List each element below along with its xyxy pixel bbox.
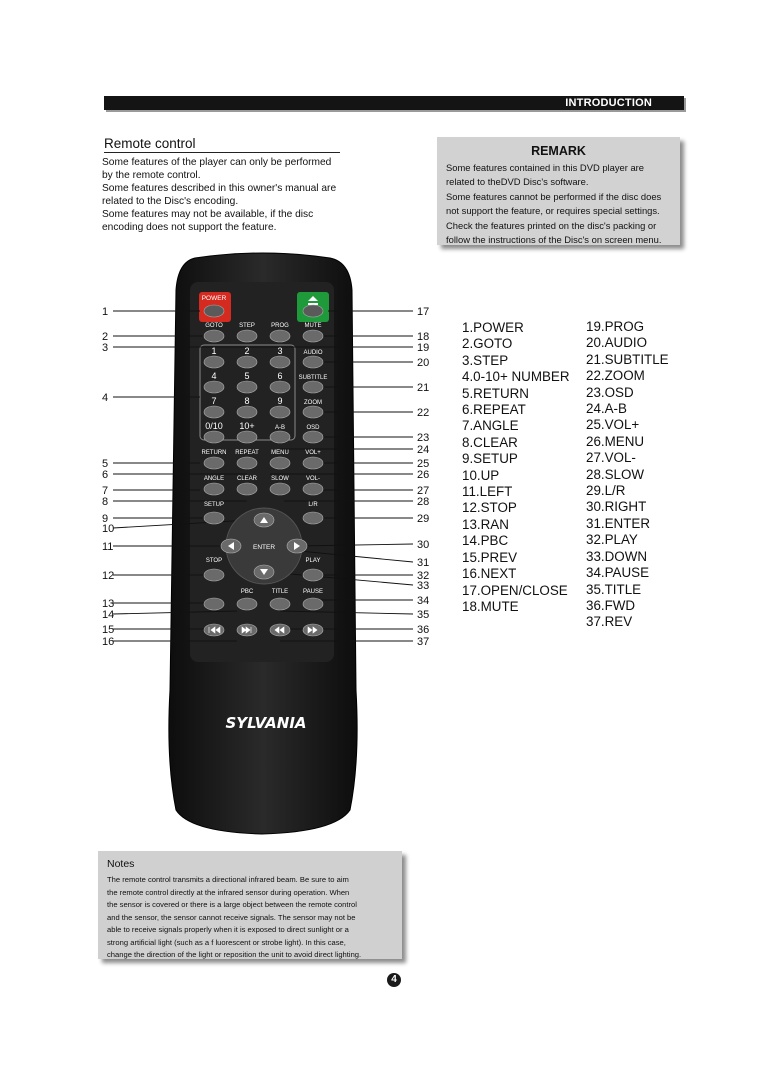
feature-item: 37.REV [586,614,633,630]
callout-number: 8 [102,496,109,508]
setup-button-label: SETUP [203,502,225,508]
feature-list-left [462,320,570,615]
angle-button-label: ANGLE [203,476,225,482]
n0-button[interactable] [204,431,224,443]
feature-item: 14.PBC [462,533,509,549]
angle-button[interactable] [204,483,224,495]
n7-button[interactable] [204,406,224,418]
callout-number: 16 [102,636,115,648]
feature-item: 33.DOWN [586,548,648,564]
goto-button[interactable] [204,330,224,342]
callout-number: 6 [102,469,109,481]
zoom-button-label: ZOOM [304,400,322,406]
notes-line: The remote control transmits a directional infrared beam. Be sure to aim [107,875,349,884]
remark-line: Some features cannot be performed if the disc does [446,190,662,202]
callout-number: 27 [417,485,430,497]
intro-line: Some features of the player can only be performed [102,157,332,168]
subtitle-button[interactable] [303,381,323,393]
goto-button-label: GOTO [205,323,223,329]
callout-number: 1 [102,306,109,318]
feature-item: 27.VOL- [586,450,636,466]
ran-button[interactable] [204,598,224,610]
notes-line: change the direction of the light or reposition the unit to avoid direct lighting. [107,950,362,959]
pause-button-label: PAUSE [303,589,323,595]
clear-button-label: CLEAR [236,476,258,482]
prog-button-label: PROG [271,323,289,329]
play-button[interactable] [303,569,323,581]
callout-number: 23 [417,432,430,444]
callout-number: 20 [417,357,430,369]
feature-item: 15.PREV [462,549,518,565]
callout-number: 28 [417,496,430,508]
notes-box [98,851,402,959]
feature-item: 19.PROG [586,319,645,334]
callout-number: 13 [102,598,115,610]
stop-button[interactable] [204,569,224,581]
intro-line: by the remote control. [102,170,201,181]
enter-button-label: ENTER [252,544,276,551]
feature-item: 10.UP [462,467,500,483]
lr-button-label: L/R [308,502,318,508]
n8-button-label: 8 [244,396,250,406]
audio-button[interactable] [303,356,323,368]
callout-number: 14 [102,609,115,621]
remark-line: Some features contained in this DVD player are [446,162,645,173]
osd-button[interactable] [303,431,323,443]
notes-line: the sensor is covered or there is a large object between the remote control [107,900,357,909]
volup-button-label: VOL+ [305,450,321,456]
page-number: 4 [387,973,401,987]
callout-number: 34 [417,595,430,607]
n2-button[interactable] [237,356,257,368]
n8-button[interactable] [237,406,257,418]
callout-number: 37 [417,636,430,648]
feature-item: 4.0-10+ NUMBER [462,369,570,385]
n9-button[interactable] [270,406,290,418]
title-button[interactable] [270,598,290,610]
remark-line: related to theDVD Disc's software. [446,176,589,188]
remark-line: not support the feature, or requires special settings. [446,205,660,217]
feature-item: 20.AUDIO [586,335,648,351]
n10-button[interactable] [237,431,257,443]
pbc-button[interactable] [237,598,257,610]
callout-number: 17 [417,306,430,318]
notes-line: and the sensor, the sensor cannot receive signals. The sensor may not be [107,912,356,922]
feature-item: 35.TITLE [586,581,642,597]
feature-item: 16.NEXT [462,566,517,582]
callout-number: 18 [417,331,430,343]
feature-item: 7.ANGLE [462,418,519,434]
callout-number: 2 [102,331,109,343]
intro-line: encoding does not support the feature. [102,222,277,233]
callout-number: 30 [417,539,430,551]
step-button[interactable] [237,330,257,342]
ab-button[interactable] [270,431,290,443]
feature-item: 8.CLEAR [462,434,518,450]
notes-title: Notes [107,858,135,870]
notes-line: strong artificial light (such as a f luorescent or strobe light). In this case, [107,937,346,947]
menu-button[interactable] [270,457,290,469]
n9-button-label: 9 [277,396,283,406]
callout-number: 3 [102,342,109,354]
zoom-button[interactable] [303,406,323,418]
feature-item: 11.LEFT [462,484,513,500]
feature-item: 29.L/R [586,483,626,499]
feature-item: 31.ENTER [586,515,650,531]
slow-button[interactable] [270,483,290,495]
return-button-label: RETURN [201,450,227,456]
setup-button[interactable] [204,512,224,524]
remark-line: follow the instructions of the Disc's on screen menu. [446,234,662,246]
feature-item: 32.PLAY [586,532,638,548]
feature-item: 12.STOP [462,500,517,516]
n6-button[interactable] [270,381,290,393]
callout-number: 24 [417,444,430,456]
callout-number: 22 [417,407,430,419]
callout-number: 31 [417,557,430,569]
n6-button-label: 6 [277,371,283,381]
intro-line: Some features described in this owner's manual are [102,183,337,194]
callout-number: 7 [102,485,109,497]
open-close-button[interactable] [303,305,323,317]
power-button-label: POWER [201,295,227,302]
callout-number: 19 [417,342,430,354]
n7-button-label: 7 [211,396,217,406]
n10-button-label: 10+ [239,421,255,431]
feature-item: 5.RETURN [462,385,529,401]
n3-button-label: 3 [277,346,283,356]
step-button-label: STEP [239,323,255,329]
feature-item: 25.VOL+ [586,417,640,433]
ab-button-label: A-B [274,425,286,431]
callout-number: 11 [102,541,114,553]
remote-control-heading: Remote control [104,136,340,153]
feature-item: 24.A-B [586,401,627,417]
feature-item: 34.PAUSE [586,565,650,581]
remark-line: Check the features printed on the disc's packing or [446,219,657,231]
n1-button-label: 1 [211,346,217,356]
slow-button-label: SLOW [271,476,289,482]
audio-button-label: AUDIO [303,350,323,356]
notes-line: the remote control directly at the infrared sensor during operation. When [107,887,350,897]
n3-button[interactable] [270,356,290,368]
lr-button[interactable] [303,512,323,524]
callout-number: 10 [102,523,115,535]
power-button[interactable] [204,305,224,317]
n2-button-label: 2 [244,346,250,356]
repeat-button[interactable] [237,457,257,469]
feature-list-right [586,319,669,631]
feature-item: 17.OPEN/CLOSE [462,582,568,598]
callout-number: 21 [417,382,430,394]
n0-button-label: 0/10 [205,421,223,431]
feature-item: 3.STEP [462,352,509,368]
n5-button[interactable] [237,381,257,393]
callout-number: 4 [102,392,109,404]
volup-button[interactable] [303,457,323,469]
voldown-button[interactable] [303,483,323,495]
voldown-button-label: VOL- [305,476,321,482]
callout-number: 9 [102,513,109,525]
title-button-label: TITLE [271,589,289,595]
mute-button[interactable] [303,330,323,342]
feature-item: 30.RIGHT [586,499,647,515]
n5-button-label: 5 [244,371,250,381]
feature-item: 22.ZOOM [586,368,645,384]
pause-button[interactable] [303,598,323,610]
feature-item: 1.POWER [462,320,524,335]
callout-number: 25 [417,458,430,470]
feature-item: 23.OSD [586,384,634,400]
callout-number: 26 [417,469,430,481]
feature-item: 18.MUTE [462,598,519,614]
repeat-button-label: REPEAT [235,450,259,456]
callout-number: 33 [417,580,430,592]
callout-number: 36 [417,624,430,636]
callout-number: 5 [102,458,109,470]
feature-item: 13.RAN [462,516,509,532]
section-title: INTRODUCTION [565,97,652,109]
callout-number: 29 [417,513,430,525]
callout-number: 12 [102,570,115,582]
feature-item: 28.SLOW [586,466,645,482]
callout-number: 35 [417,609,430,621]
intro-line: related to the Disc's encoding. [102,196,239,207]
remark-title: REMARK [531,144,586,158]
pbc-button-label: PBC [240,589,254,595]
brand-logo: SYLVANIA [225,714,307,732]
n1-button[interactable] [204,356,224,368]
feature-item: 21.SUBTITLE [586,351,669,367]
feature-item: 2.GOTO [462,336,513,352]
feature-item: 36.FWD [586,597,636,613]
n4-button-label: 4 [211,371,217,381]
intro-line: Some features may not be available, if the disc [102,209,314,220]
feature-item: 9.SETUP [462,451,518,467]
mute-button-label: MUTE [304,323,322,329]
feature-item: 6.REPEAT [462,402,526,418]
return-button[interactable] [204,457,224,469]
feature-item: 26.MENU [586,433,645,449]
stop-button-label: STOP [205,558,223,564]
menu-button-label: MENU [271,450,289,456]
clear-button[interactable] [237,483,257,495]
notes-line: able to receive signals properly when it is exposed to direct sunlight or a [107,925,349,934]
play-button-label: PLAY [305,558,321,564]
callout-number: 32 [417,570,430,582]
prog-button[interactable] [270,330,290,342]
n4-button[interactable] [204,381,224,393]
osd-button-label: OSD [306,425,320,431]
subtitle-button-label: SUBTITLE [298,375,328,381]
callout-number: 15 [102,624,115,636]
